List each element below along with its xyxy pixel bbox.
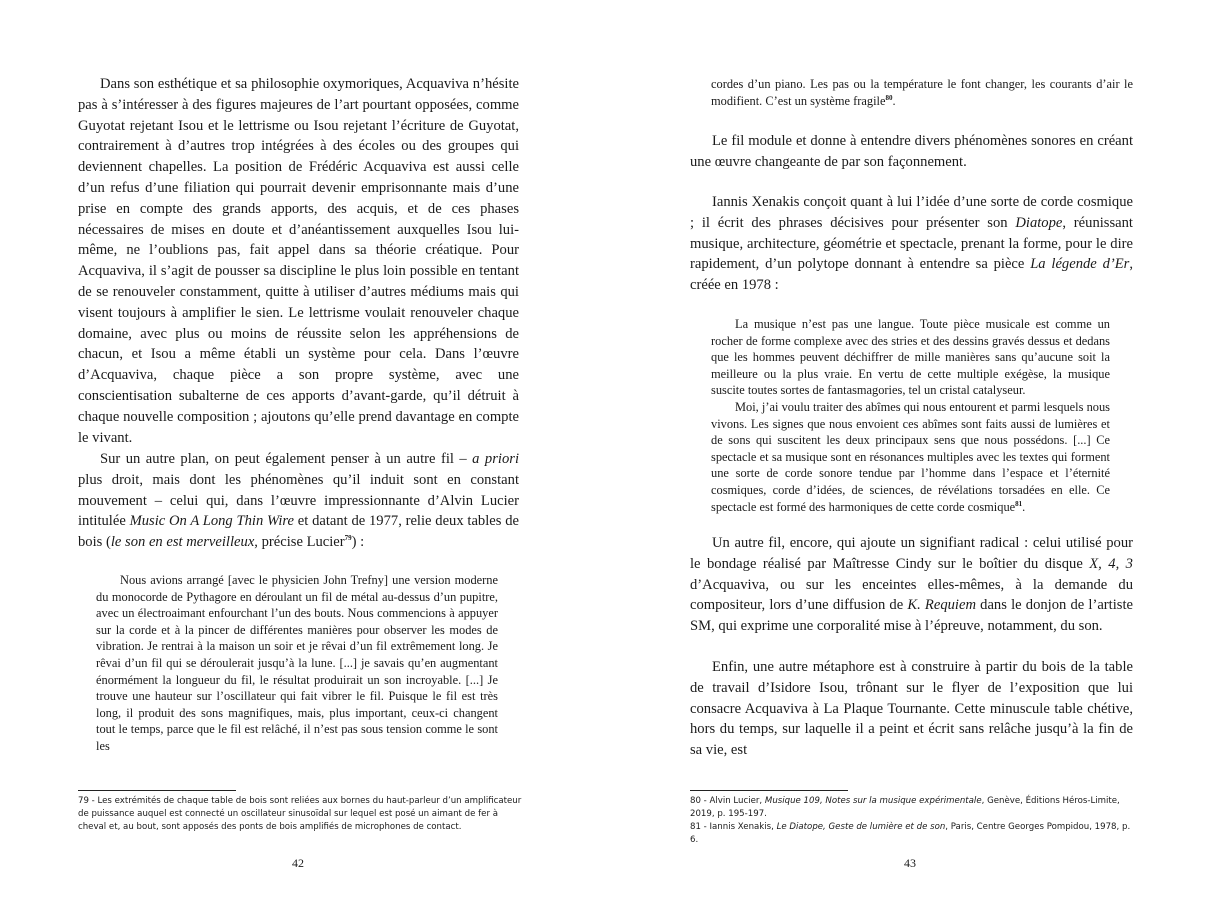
left-blockquote bbox=[96, 572, 498, 755]
page-number-right: 43 bbox=[904, 856, 916, 870]
right-paragraph-3: Un autre fil, encore, qui ajoute un signifiant radical : celui utilisé pour le bondage réalisé par Maîtresse Cindy sur le boîtier du disque X, 4, 3 d’Acquaviva, ou sur les enceintes elles-mêmes, à la demande du compositeur, lors d’une diffusion de K. Requiem dans le donjon de l’artiste SM, qui exprime une corporalité mise à l’épreuve, notamment, du son. bbox=[690, 535, 1133, 635]
footnote-79: 79 - Les extrémités de chaque table de bois sont reliées aux bornes du haut-parleur d’un amplificateur de puissance auquel est connecté un oscillateur sinusoïdal sur lequel est posé un aimant de fer à cheval et, au bout, sont apposés des ponts de bois amplifiés de microphones de contact. bbox=[78, 796, 522, 832]
lucier-quote: Nous avions arrangé [avec le physicien John Trefny] une version moderne du monocorde de Pythagore en déroulant un fil de métal au-dessus d’un pupitre, avec un électroaimant enfourchant l’un des bouts. Nous commencions à appuyer sur la corde et à la pincer de différentes manières pour observer les modes de vibration. Je rentrai à la maison un soir et je rêvai d’un fil extrêmement long. Je rêvai d’un fil qui se déroulerait jusqu’à la lune. [...] je savais qu’en augmentant énormément la longueur du fil, le résultat produirait un son incroyable. [...] Je trouve une hauteur sur l’oscillateur qui fait vibrer le fil. Puisque le fil est très long, il produit des sons magnifiques, mais, plus important, ceux-ci changent tout le temps, parce que le fil est relâché, il n’est pas sous tension comme le sont les bbox=[96, 573, 498, 753]
footnote-separator bbox=[78, 790, 236, 791]
footnote-separator bbox=[690, 790, 848, 791]
left-paragraph-2: Sur un autre plan, on peut également penser à un autre fil – a priori plus droit, mais dont les phénomènes qu’il induit sont en constant mouvement – celui qui, dans l’œuvre impressionnante d’Alvin Lucier intitulée Music On A Long Thin Wire et datant de 1977, relie deux tables de bois (le son en est merveilleux, précise Lucier$^{79}$) : bbox=[78, 451, 519, 551]
right-paragraph-1: Le fil module et donne à entendre divers phénomènes sonores en créant une œuvre changeante de par son façonnement. bbox=[690, 133, 1133, 170]
right-body-4 bbox=[690, 657, 1133, 761]
right-footnotes bbox=[690, 795, 1135, 847]
footnote-80: 80 - Alvin Lucier, Musique 109, Notes sur la musique expérimentale, Genève, Éditions Héros-Limite, 2019, p. 195-197. bbox=[690, 796, 1120, 819]
right-quote-continuation: cordes d’un piano. Les pas ou la température le font changer, les courants d’air le modifient. C’est un système fragile$^{80}$. bbox=[711, 77, 1133, 108]
xenakis-quote-1: La musique n’est pas une langue. Toute pièce musicale est comme un rocher de forme complexe avec des stries et des dessins gravés dessus et dedans que les hommes peuvent déchiffrer de mille manières sans qu’aucune soit la meilleure ou la plus vraie. En vertu de cette multiple exégèse, la musique suscite toutes sortes de fantasmagories, tel un cristal catalyseur. bbox=[711, 317, 1110, 398]
footnote-ref-80[interactable]: 80 bbox=[885, 93, 893, 102]
right-paragraph-4: Enfin, une autre métaphore est à construire à partir du bois de la table de travail d’Isidore Isou, trônant sur le flyer de l’exposition que lui consacre Acquaviva à La Plaque Tournante. Cette minuscule table chétive, hors du temps, sur laquelle il a peint et écrit sans relâche jusqu’à la fin de sa vie, est bbox=[690, 659, 1133, 759]
left-paragraph-1: Dans son esthétique et sa philosophie oxymoriques, Acquaviva n’hésite pas à s’intéresser à des figures majeures de l’art pourtant opposées, comme Guyotat rejetant Isou et le lettrisme ou Isou rejetant l’écriture de Guyotat, contrairement à d’autres trop intégrées à des écoles ou des groupes qui deviennent chapelles. La position de Frédéric Acquaviva est aussi celle d’un refus d’une filiation qui pourrait devenir emprisonnante mais d’une prise en compte des grands apports, des acquis, et de ces phases nécessaires de mises en doute et d’anéantissement auxquelles Isou lui-même, ne l’oublions pas, fait appel dans sa théorie créatique. Pour Acquaviva, il s’agit de pousser sa discipline le plus loin possible en tentant de se renouveler constamment, quitte à utiliser d’autres médiums mais qui visent toujours à amplifier le sien. Le lettrisme voulait renouveler chaque domaine, avec plus ou moins de réussite selon les appréhensions de chacun, et Isou a même établi un système pour cela. Dans l’œuvre d’Acquaviva, chaque pièce a son propre système, avec une conscientisation subalterne de ces apports d’avant-garde, qu’il détruit à chaque nouvelle composition ; ajoutons qu’elle prend davantage en compte le vivant. bbox=[78, 76, 519, 446]
xenakis-blockquote bbox=[711, 316, 1110, 515]
right-page bbox=[690, 0, 1133, 912]
xenakis-quote-2: Moi, j’ai voulu traiter des abîmes qui nous entourent et parmi lesquels nous vivons. Les signes que nous envoient ces abîmes sont faits aussi de lumières et de sons qui suscitent les deux principaux sens que nous possédons. [...] Ce spectacle et sa musique sont en résonances multiples avec les textes qui forment une sorte de corde sonore tendue par l’homme dans l’espace et l’éternité cosmiques, corde d’idées, de sciences, de révélations torsadées en elle. Ce spectacle est formé des harmoniques de cette corde cosmique$^{81}$. bbox=[711, 399, 1110, 514]
footnote-81: 81 - Iannis Xenakis, Le Diatope, Geste de lumière et de son, Paris, Centre Georges Pompidou, 1978, p. 6. bbox=[690, 822, 1131, 845]
right-body-2 bbox=[690, 192, 1133, 296]
footnote-ref-79[interactable]: 79 bbox=[344, 534, 352, 543]
footnote-ref-81[interactable]: 81 bbox=[1015, 499, 1023, 508]
left-body bbox=[78, 74, 519, 448]
left-page bbox=[78, 0, 522, 912]
page-number-left: 42 bbox=[292, 856, 304, 870]
right-paragraph-2: Iannis Xenakis conçoit quant à lui l’idée d’une sorte de corde cosmique ; il écrit des phrases décisives pour présenter son Diatope, réunissant musique, architecture, géométrie et spectacle, prenant la forme, pour le dire rapidement, d’un polytope donnant à entendre sa pièce La légende d’Er, créée en 1978 : bbox=[690, 194, 1133, 294]
right-body-3 bbox=[690, 533, 1133, 637]
left-body-2 bbox=[78, 449, 519, 553]
right-body-1 bbox=[690, 131, 1133, 173]
left-footnotes bbox=[78, 795, 523, 834]
